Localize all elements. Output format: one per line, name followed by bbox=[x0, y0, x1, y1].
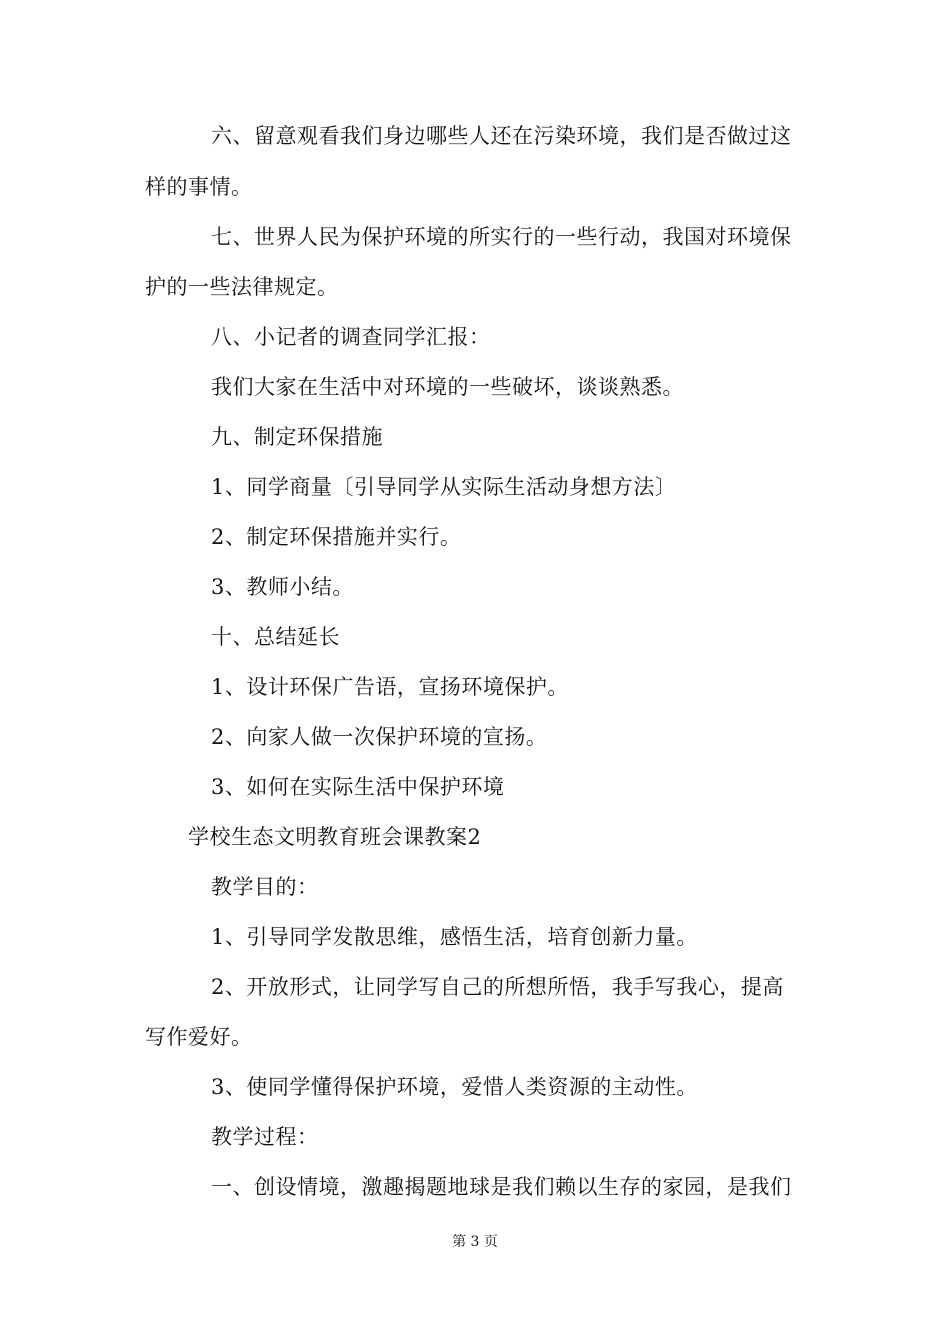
paragraph-line: 样的事情。 bbox=[145, 175, 253, 199]
list-item: 1、引导同学发散思维，感悟生活，培育创新力量。 bbox=[211, 925, 698, 949]
list-item: 2、开放形式，让同学写自己的所想所悟，我手写我心，提高 bbox=[211, 975, 784, 999]
paragraph-line: 写作爱好。 bbox=[145, 1025, 253, 1049]
section-heading: 九、制定环保措施 bbox=[211, 425, 383, 449]
section-heading: 教学过程： bbox=[211, 1125, 319, 1149]
list-item: 2、向家人做一次保护环境的宣扬。 bbox=[211, 725, 548, 749]
document-subtitle: 学校生态文明教育班会课教案2 bbox=[188, 825, 482, 849]
page-number: 第 3 页 bbox=[452, 1234, 498, 1250]
list-item: 1、同学商量〔引导同学从实际生活动身想方法〕 bbox=[211, 475, 677, 499]
section-heading: 八、小记者的调查同学汇报： bbox=[211, 325, 491, 349]
paragraph-line: 我们大家在生活中对环境的一些破坏，谈谈熟悉。 bbox=[211, 375, 684, 399]
list-item: 2、制定环保措施并实行。 bbox=[211, 525, 462, 549]
list-item: 3、如何在实际生活中保护环境 bbox=[211, 775, 505, 799]
list-item: 3、使同学懂得保护环境，爱惜人类资源的主动性。 bbox=[211, 1075, 698, 1099]
paragraph-line: 七、世界人民为保护环境的所实行的一些行动，我国对环境保 bbox=[211, 225, 792, 249]
section-heading: 教学目的： bbox=[211, 875, 319, 899]
paragraph-line: 护的一些法律规定。 bbox=[145, 275, 339, 299]
paragraph-line: 一、创设情境，激趣揭题地球是我们赖以生存的家园，是我们 bbox=[211, 1175, 792, 1199]
section-heading: 十、总结延长 bbox=[211, 625, 340, 649]
paragraph-line: 六、留意观看我们身边哪些人还在污染环境，我们是否做过这 bbox=[211, 124, 792, 148]
list-item: 3、教师小结。 bbox=[211, 575, 354, 599]
list-item: 1、设计环保广告语，宣扬环境保护。 bbox=[211, 675, 569, 699]
